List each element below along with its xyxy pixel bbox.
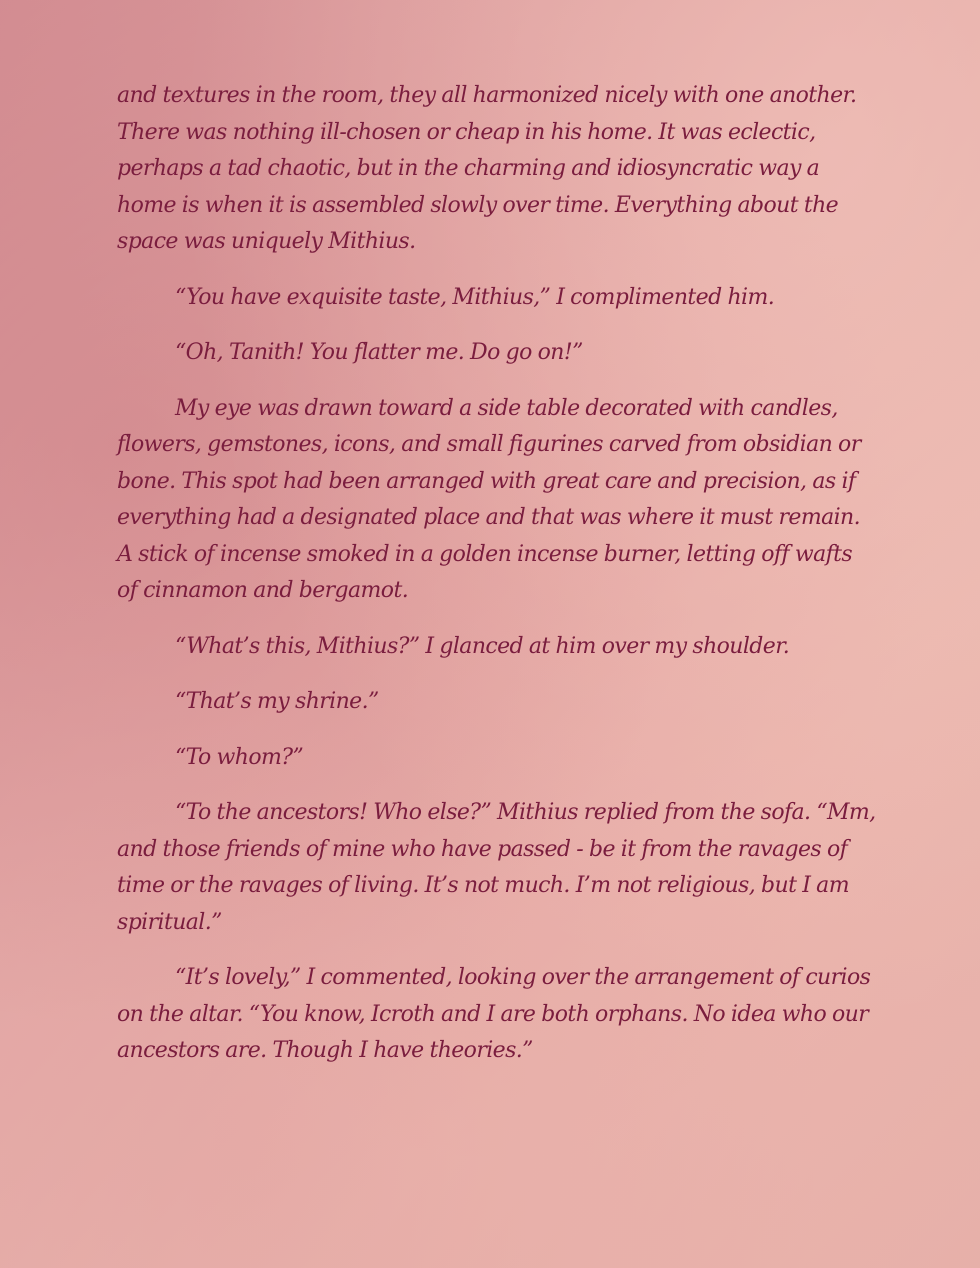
paragraph-dialogue: “To the ancestors! Who else?” Mithius replied from the sofa. “Mm, and those friends of mine who have passed - be it from the ravages of time or the ravages of living. It’s not much. I’m not religious, but I am spiritual.” [117,800,876,935]
paragraph-dialogue: “It’s lovely,” I commented, looking over the arrangement of curios on the altar. “You know, Icroth and I are both orphans. No idea who our ancestors are. Though I have theories.” [117,965,871,1063]
paragraph-dialogue: “Oh, Tanith! You flatter me. Do go on!” [175,340,583,365]
paragraph-continued: and textures in the room, they all harmonized nicely with one another. There was nothing ill-chosen or cheap in his home. It was eclectic, perhaps a tad chaotic, but in the charming and idiosyncratic way a home is when it is assembled slowly over time. Everything about the space was uniquely Mithius. [117,83,857,254]
paragraph-narration: My eye was drawn toward a side table decorated with candles, flowers, gemstones, icons, and small figurines carved from obsidian or bone. This spot had been arranged with great care and precision, as if everything had a designated place and that was where it must remain. A stick of incense smoked in a golden incense burner, letting off wafts of cinnamon and bergamot. [117,395,861,603]
paragraph-dialogue: “That’s my shrine.” [175,689,379,714]
paragraph-dialogue: “To whom?” [175,744,304,770]
paragraph-dialogue: “You have exquisite taste, Mithius,” I complimented him. [175,284,775,310]
paragraph-dialogue: “What’s this, Mithius?” I glanced at him over my shoulder. [175,633,790,659]
story-text [117,78,877,1089]
